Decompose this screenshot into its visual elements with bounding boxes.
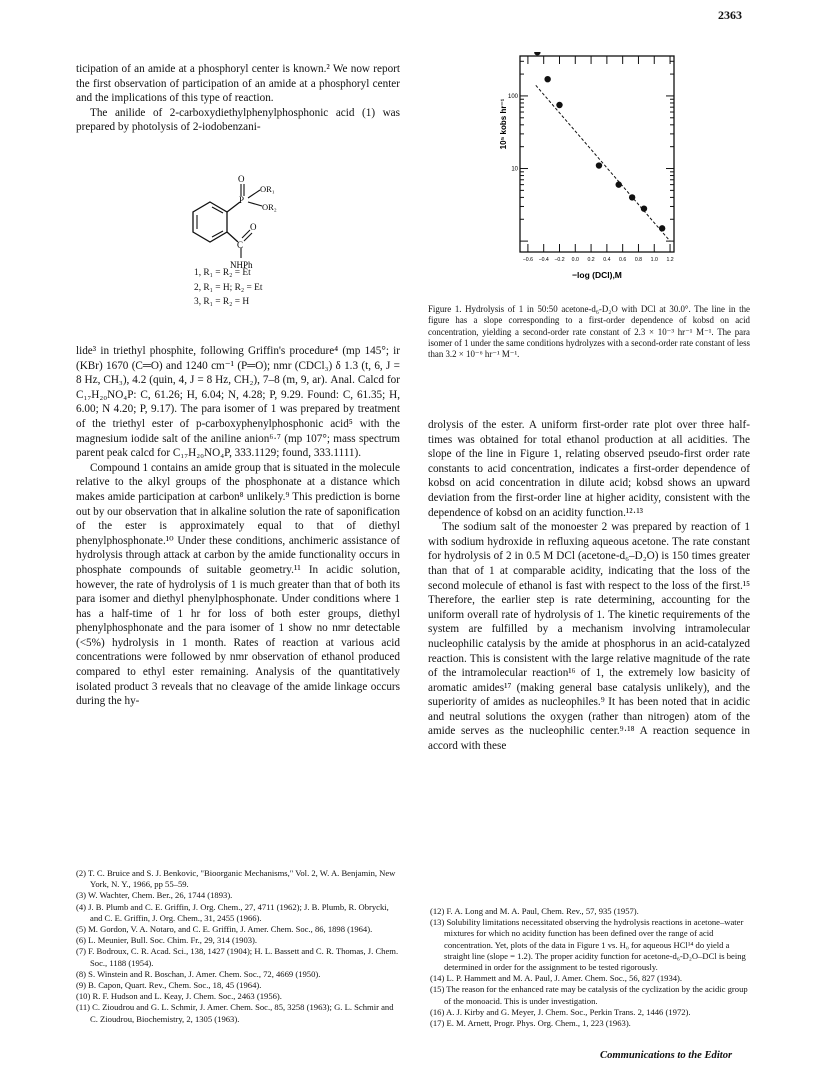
footnote: (17) E. M. Arnett, Progr. Phys. Org. Chem., 1, 223 (1963). bbox=[430, 1018, 631, 1029]
compound-3: 3, R₁ = R₂ = H bbox=[194, 297, 250, 307]
x-axis-label: −log (DCl),M bbox=[572, 270, 622, 280]
footnote: (10) R. F. Hudson and L. Keay, J. Chem. Soc., 2463 (1956). bbox=[76, 991, 282, 1002]
y-axis-label: 10⁵ kobs hr⁻¹ bbox=[499, 98, 508, 150]
or1-label: OR₁ bbox=[260, 184, 275, 194]
paragraph: lide³ in triethyl phosphite, following Griffin's procedure⁴ (mp 145°; ir (KBr) 1670 (C═O) and 1240 cm⁻¹ (P═O); nmr (CDCl₃) δ 1.3 (t, 6, J = 8 Hz, CH₃), 4.2 (quin, 4, J = 8 Hz, CH₂), 7–8 (m, 9, ar). Anal. Calcd for C₁₇H₂₀NO₄P: C, 61.26; H, 6.04; N, 4.28; P, 9.29. Found: C, 61.35; H, 6.00; N 4.20; P, 9.17). The para isomer of 1 was prepared by treatment of the triethyl ester of p-carboxyphenylphosphonic acid⁵ with the magnesium iodide salt of the aniline anion⁶·⁷ (mp 107°; mass spectrum parent peak calcd for C₁₇H₂₀NO₄P, 333.1129; found, 333.1111). bbox=[76, 345, 400, 460]
data-point bbox=[641, 205, 647, 211]
footnote: (16) A. J. Kirby and G. Meyer, J. Chem. Soc., Perkin Trans. 2, 1446 (1972). bbox=[430, 1006, 691, 1017]
footnote: (4) J. B. Plumb and C. E. Griffin, J. Org. Chem., 27, 4711 (1962); J. B. Plumb, R. Obrycki, and C. E. Griffin, J. Org. Chem., 31, 2455 (1966). bbox=[76, 901, 389, 923]
fit-line bbox=[536, 85, 670, 241]
phosphorus-label: P bbox=[239, 195, 245, 205]
x-tick-label: −0.2 bbox=[554, 257, 565, 263]
figure-1-chart bbox=[498, 52, 684, 288]
x-tick-label: 0.2 bbox=[587, 257, 595, 263]
compound-list bbox=[194, 266, 262, 310]
data-point bbox=[659, 225, 665, 231]
footer: Communications to the Editor bbox=[600, 1050, 733, 1061]
x-tick-label: 1.2 bbox=[666, 257, 674, 263]
footnote: (15) The reason for the enhanced rate may be catalysis of the cyclization by the acidic group of the monoacid. This is under investigation. bbox=[430, 984, 748, 1006]
x-tick-label: 0.8 bbox=[634, 257, 643, 263]
x-tick-label: 0.0 bbox=[571, 257, 579, 263]
figure-caption: Figure 1. Hydrolysis of 1 in 50:50 acetone-d₆-D₂O with DCl at 30.0°. The line in the figure has a slope corresponding to a first-order dependence of kobsd on acid concentration, yielding a second-order rate constant of 2.3 × 10⁻³ hr⁻¹ M⁻¹. The para isomer of 1 under the same conditions hydrolyzes with a second-order rate constant of less than 3.2 × 10⁻⁶ hr⁻¹ M⁻¹. bbox=[428, 304, 750, 360]
nhph-label: NHPh bbox=[230, 260, 253, 270]
footnote: (7) F. Bodroux, C. R. Acad. Sci., 138, 1427 (1904); H. L. Bassett and C. R. Thomas, J. Chem. Soc., 1188 (1954). bbox=[76, 946, 399, 968]
data-point bbox=[534, 52, 540, 55]
paragraph: ticipation of an amide at a phosphoryl center is known.² We now report the first observation of participation of an amide at a phosphoryl center and the implications of this type of reaction. bbox=[76, 63, 400, 105]
x-tick-label: −0.6 bbox=[522, 257, 534, 263]
compound-2: 2, R₁ = H; R₂ = Et bbox=[194, 282, 263, 293]
footnote: (3) W. Wachter, Chem. Ber., 26, 1744 (1893). bbox=[76, 890, 233, 901]
y-tick-label: 100 bbox=[507, 93, 518, 100]
oxygen-label: O bbox=[238, 174, 245, 184]
footnote: (5) M. Gordon, V. A. Notaro, and C. E. Griffin, J. Amer. Chem. Soc., 86, 1898 (1964). bbox=[76, 924, 373, 935]
right-column bbox=[428, 418, 750, 754]
paragraph: The anilide of 2-carboxydiethylphenylphosphonic acid (1) was prepared by photolysis of 2-iodobenzani- bbox=[76, 106, 400, 134]
footnote: (6) L. Meunier, Bull. Soc. Chim. Fr., 29, 314 (1903). bbox=[76, 935, 258, 946]
data-point bbox=[556, 102, 562, 108]
paragraph: The sodium salt of the monoester 2 was prepared by reaction of 1 with sodium hydroxide in refluxing aqueous acetone. The rate constant for hydrolysis of 2 in 0.5 M DCl (acetone-d₆–D₂O) is 150 times greater than that of 1 at comparable acidity, indicating that the loss of the second molecule of ethanol is fast with respect to the loss of the first.¹⁵ Therefore, the earlier step is rate determining, accounting for the uniform overall rate of hydrolysis of 1. The kinetic requirements of the system are fulfilled by a mechanism involving intramolecular nucleophilic catalysis by the amide at phosphorus in an acid-catalyzed reaction. This is consistent with the large relative magnitude of the rate of the intramolecular reaction¹⁶ of 1, the extremely low basicity of aromatic amides¹⁷ (making general base catalysis unlikely), and the superiority of amides as nucleophiles.⁹ It has been noted that in acidic and neutral solutions the oxygen (rather than nitrogen) atom of the amide serves as the nucleophilic center.⁹·¹⁸ A reaction sequence in accord with these bbox=[428, 521, 750, 753]
footnote: (8) S. Winstein and R. Boschan, J. Amer. Chem. Soc., 72, 4669 (1950). bbox=[76, 968, 321, 979]
x-tick-label: 1.0 bbox=[650, 257, 658, 263]
compound-1: 1, R₁ = R₂ = Et bbox=[194, 268, 251, 278]
paragraph: Compound 1 contains an amide group that is situated in the molecule relative to the alkyl groups of the phosphonate at a distance which makes amide participation at carbon⁸ unlikely.⁹ This prediction is borne out by our observation that in alkaline solution the rate of saponification of the ester is approximately equal to that of diethyl phenylphosphonate.¹⁰ Under these conditions, anchimeric assistance of hydrolysis through attack at carbon by the amide functionality occurs in phosphate compounds of suitable geometry.¹¹ In acidic solution, however, the rate of hydrolysis of 1 is much greater than that of both its para isomer and diethyl phenylphosphonate. Under conditions where 1 has a half-time of 1 hr for loss of both ester groups, diethyl phenylphosphonate and the para isomer of 1 show no nmr detectable (<5%) hydrolysis in 1 month. Rates of reaction at various acid concentrations were followed by nmr observation of ethanol produced compared to ethyl ester remaining. Analysis of the quantitatively isolated product 3 reveals that no cleavage of the amide linkage occurs during the hy- bbox=[76, 461, 400, 708]
x-tick-label: 0.4 bbox=[603, 257, 611, 263]
page-number: 2363 bbox=[718, 8, 742, 22]
x-tick-label: 0.6 bbox=[619, 257, 627, 263]
carbonyl-oxygen-label: O bbox=[250, 222, 257, 232]
footnote: (12) F. A. Long and M. A. Paul, Chem. Rev., 57, 935 (1957). bbox=[430, 906, 639, 916]
footnotes-left bbox=[76, 868, 402, 1025]
chemical-structure bbox=[180, 172, 320, 272]
footnote: (11) C. Zioudrou and G. L. Schmir, J. Amer. Chem. Soc., 85, 3258 (1963); G. L. Schmir and C. Zioudrou, Biochemistry, 2, 1305 (1963). bbox=[76, 1002, 394, 1024]
x-tick-label: −0.4 bbox=[538, 257, 549, 263]
footnotes-right bbox=[430, 906, 752, 1029]
footnote: (9) B. Capon, Quart. Rev., Chem. Soc., 18, 45 (1964). bbox=[76, 980, 262, 991]
data-point bbox=[596, 162, 602, 168]
paragraph: drolysis of the ester. A uniform first-order rate plot over three half-times was obtained for total ethanol production at all acidities. The slope of the line in Figure 1, relating observed pseudo-first order rate constants to acid concentration, indicates a first-order dependence of kobsd on acid concentration in dilute acid; kobsd shows an upward deviation from the first-order line at higher acidity, consistent with the dependence of kobsd on an acidity function.¹²·¹³ bbox=[428, 419, 750, 519]
y-tick-label: 10 bbox=[511, 166, 518, 173]
plot-frame bbox=[520, 56, 674, 252]
carbon-label: C bbox=[237, 240, 244, 250]
footnote: (14) L. P. Hammett and M. A. Paul, J. Amer. Chem. Soc., 56, 827 (1934). bbox=[430, 973, 683, 984]
left-column-continued bbox=[76, 344, 400, 709]
footnote: (13) Solubility limitations necessitated observing the hydrolysis reactions in acetone–water mixtures for which no acidity function has been defined over the range of acid concentration. Yet, plots of the data in Figure 1 vs. H₀ for aqueous HCl¹⁴ do yield a straight line (slope = 1.2). The proper acidity function for acetone-d₆-D₂O–DCl is being determined in order for the assignment to be tested rigorously. bbox=[430, 917, 746, 973]
or2-label: OR₂ bbox=[262, 202, 277, 212]
data-point bbox=[629, 194, 635, 200]
footnote: (2) T. C. Bruice and S. J. Benkovic, "Bioorganic Mechanisms," Vol. 2, W. A. Benjamin, New York, N. Y., 1966, pp 55–59. bbox=[76, 868, 396, 890]
left-column bbox=[76, 62, 400, 135]
data-point bbox=[616, 181, 622, 187]
data-point bbox=[544, 76, 550, 82]
